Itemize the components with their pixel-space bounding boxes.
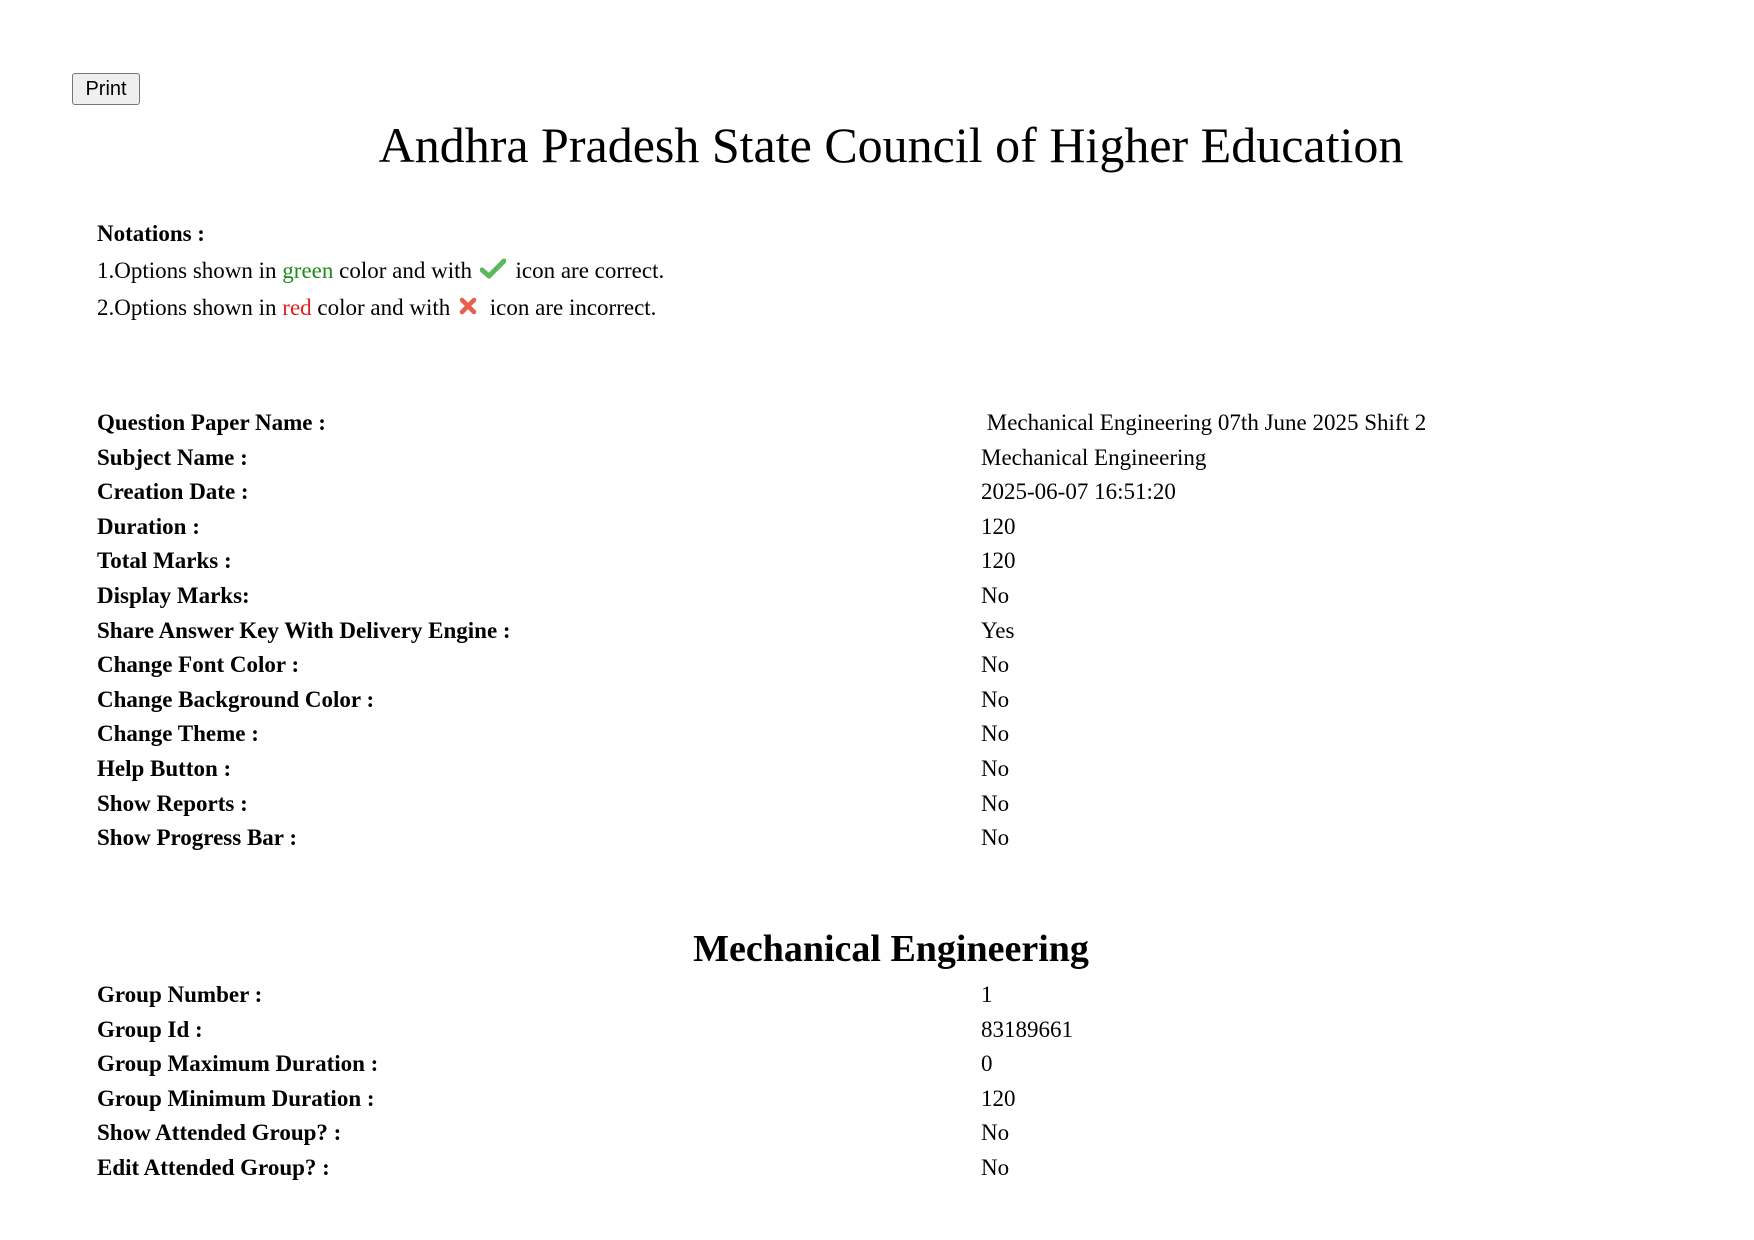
row-value: 120 bbox=[981, 1085, 1016, 1111]
row-value: 120 bbox=[981, 548, 1016, 574]
notation-correct-color-word: green bbox=[282, 258, 334, 283]
row-label: Display Marks: bbox=[97, 582, 250, 608]
table-row bbox=[97, 787, 1426, 822]
row-label: Edit Attended Group? : bbox=[97, 1154, 330, 1180]
table-row bbox=[97, 752, 1426, 787]
notations bbox=[97, 216, 664, 326]
notation-correct-prefix: 1.Options shown in bbox=[97, 258, 283, 283]
row-label: Show Attended Group? : bbox=[97, 1120, 342, 1146]
row-label: Change Theme : bbox=[97, 721, 259, 747]
row-label: Group Minimum Duration : bbox=[97, 1085, 375, 1111]
table-row bbox=[97, 475, 1426, 510]
table-row bbox=[97, 544, 1426, 579]
row-value: Yes bbox=[981, 617, 1015, 643]
print-button[interactable]: Print bbox=[72, 73, 140, 105]
row-label: Group Id : bbox=[97, 1016, 203, 1042]
row-value: No bbox=[981, 686, 1010, 712]
row-label: Subject Name : bbox=[97, 444, 248, 470]
row-value: 1 bbox=[981, 982, 993, 1007]
row-label: Show Reports : bbox=[97, 790, 248, 816]
table-row bbox=[97, 648, 1426, 683]
table-row bbox=[97, 406, 1426, 441]
row-value: 120 bbox=[981, 513, 1016, 539]
notation-correct-suffix: icon are correct. bbox=[509, 258, 665, 283]
section-title: Mechanical Engineering bbox=[693, 928, 1089, 970]
notation-incorrect-middle: color and with bbox=[311, 295, 457, 320]
row-value: No bbox=[981, 582, 1010, 608]
row-label: Show Progress Bar : bbox=[97, 825, 297, 851]
table-row bbox=[97, 1151, 1073, 1186]
row-value: No bbox=[981, 1120, 1010, 1146]
row-label: Share Answer Key With Delivery Engine : bbox=[97, 617, 511, 643]
table-row bbox=[97, 1116, 1073, 1151]
page-title: Andhra Pradesh State Council of Higher Education bbox=[378, 117, 1404, 173]
table-row bbox=[97, 1047, 1073, 1082]
row-label: Total Marks : bbox=[97, 548, 232, 574]
row-label: Duration : bbox=[97, 513, 200, 539]
table-row bbox=[97, 978, 1073, 1013]
row-label: Group Number : bbox=[97, 982, 263, 1007]
row-value: No bbox=[981, 1154, 1010, 1180]
row-value: No bbox=[981, 652, 1010, 678]
row-label: Change Background Color : bbox=[97, 686, 375, 712]
row-value: 0 bbox=[981, 1051, 993, 1077]
table-row bbox=[97, 1013, 1073, 1048]
row-label: Group Maximum Duration : bbox=[97, 1051, 379, 1077]
row-value: No bbox=[981, 825, 1010, 851]
table-row bbox=[97, 614, 1426, 649]
row-value: 83189661 bbox=[981, 1016, 1073, 1042]
row-value: No bbox=[981, 721, 1010, 747]
table-row bbox=[97, 1082, 1073, 1117]
row-value: Mechanical Engineering 07th June 2025 Shift 2 bbox=[981, 410, 1427, 435]
notation-incorrect-color-word: red bbox=[282, 295, 312, 320]
question-paper-info-table bbox=[97, 406, 1426, 856]
table-row bbox=[97, 579, 1426, 614]
row-value: Mechanical Engineering bbox=[981, 444, 1207, 470]
row-value: 2025-06-07 16:51:20 bbox=[981, 479, 1176, 505]
table-row bbox=[97, 683, 1426, 718]
table-row bbox=[97, 821, 1426, 856]
row-label: Question Paper Name : bbox=[97, 410, 326, 435]
table-row bbox=[97, 441, 1426, 476]
table-row bbox=[97, 510, 1426, 545]
notation-correct-middle: color and with bbox=[333, 258, 478, 283]
row-label: Creation Date : bbox=[97, 479, 249, 505]
row-label: Help Button : bbox=[97, 755, 232, 781]
notation-correct bbox=[97, 252, 664, 289]
table-row bbox=[97, 717, 1426, 752]
row-value: No bbox=[981, 755, 1010, 781]
notation-incorrect-suffix: icon are incorrect. bbox=[484, 295, 657, 320]
notation-incorrect-prefix: 2.Options shown in bbox=[97, 295, 283, 320]
cross-icon bbox=[458, 291, 480, 328]
notations-heading: Notations : bbox=[97, 221, 205, 246]
group-info-table bbox=[97, 978, 1073, 1186]
row-value: No bbox=[981, 790, 1010, 816]
notation-incorrect bbox=[97, 289, 664, 326]
checkmark-icon bbox=[480, 254, 506, 291]
row-label: Change Font Color : bbox=[97, 652, 300, 678]
